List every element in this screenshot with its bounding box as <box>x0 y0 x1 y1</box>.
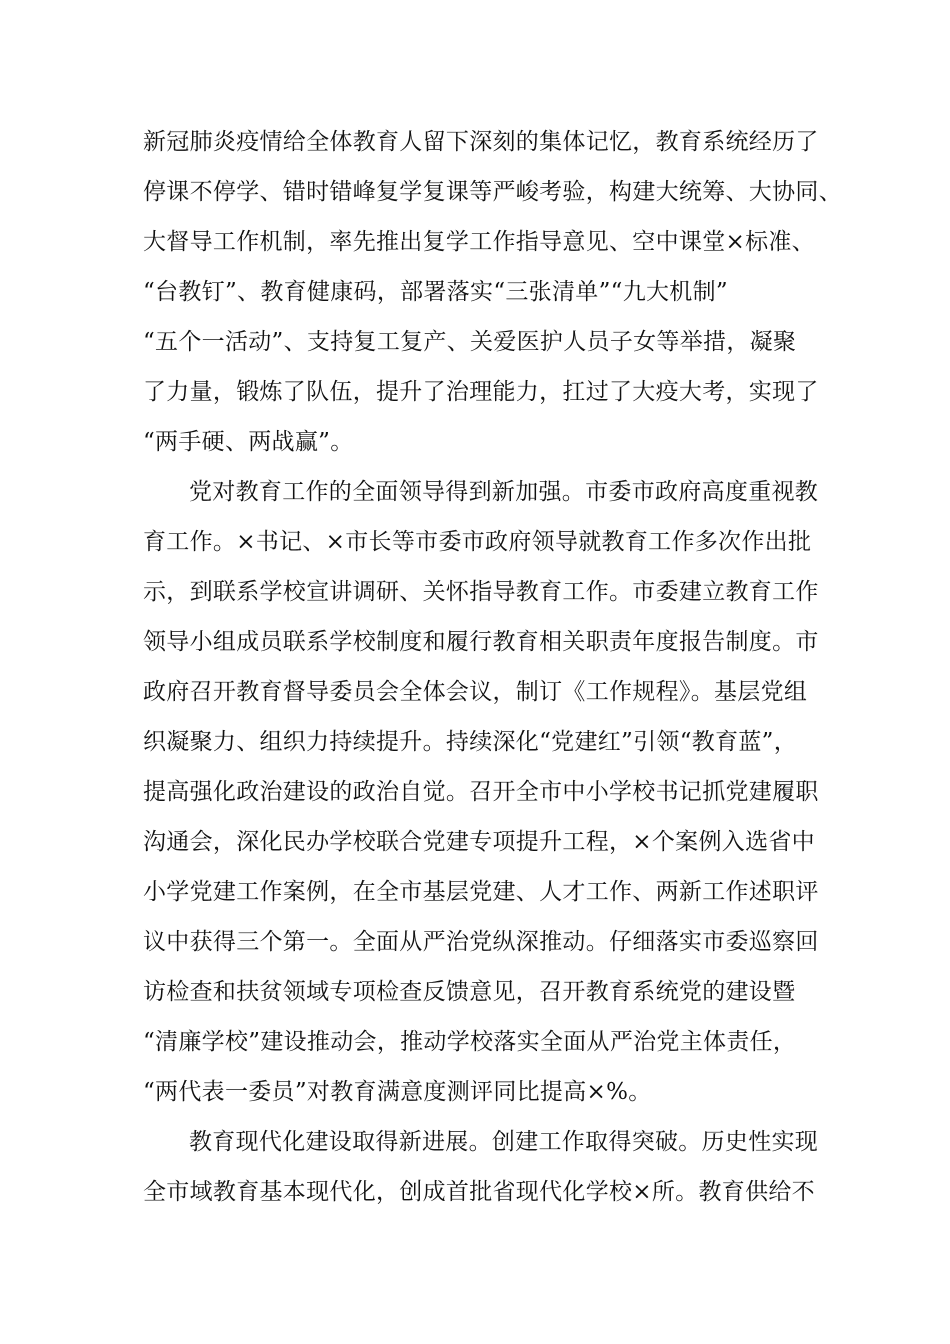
paragraph-first-line: 教育现代化建设取得新进展。创建工作取得突破。历史性实现 <box>189 1129 819 1155</box>
text-line: “台教钉”、教育健康码，部署落实“三张清单”“九大机制” <box>143 279 728 305</box>
paragraph-first-line: 党对教育工作的全面领导得到新加强。市委市政府高度重视教 <box>189 479 819 505</box>
text-line: 议中获得三个第一。全面从严治党纵深推动。仔细落实市委巡察回 <box>143 929 819 955</box>
text-line: 织凝聚力、组织力持续提升。持续深化“党建红”引领“教育蓝”， <box>143 729 798 755</box>
text-line: 全市域教育基本现代化，创成首批省现代化学校×所。教育供给不 <box>143 1179 815 1205</box>
text-line: 小学党建工作案例，在全市基层党建、人才工作、两新工作述职评 <box>143 879 819 905</box>
text-line: 了力量，锻炼了队伍，提升了治理能力，扛过了大疫大考，实现了 <box>143 379 819 405</box>
text-line: 育工作。×书记、×市长等市委市政府领导就教育工作多次作出批 <box>143 529 812 555</box>
text-line: “五个一活动”、支持复工复产、关爱医护人员子女等举措，凝聚 <box>143 329 797 355</box>
text-line: 示，到联系学校宣讲调研、关怀指导教育工作。市委建立教育工作 <box>143 579 819 605</box>
text-line: 沟通会，深化民办学校联合党建专项提升工程，×个案例入选省中 <box>143 829 815 855</box>
text-line: 提高强化政治建设的政治自觉。召开全市中小学校书记抓党建履职 <box>143 779 819 805</box>
text-line: 新冠肺炎疫情给全体教育人留下深刻的集体记忆，教育系统经历了 <box>143 129 819 155</box>
text-line: “清廉学校”建设推动会，推动学校落实全面从严治党主体责任， <box>143 1029 797 1055</box>
text-line: 大督导工作机制，率先推出复学工作指导意见、空中课堂×标准、 <box>143 229 815 255</box>
text-line: “两手硬、两战赢”。 <box>143 429 354 455</box>
text-line: “两代表一委员”对教育满意度测评同比提高×%。 <box>143 1079 652 1105</box>
text-line: 领导小组成员联系学校制度和履行教育相关职责年度报告制度。市 <box>143 629 819 655</box>
text-line: 停课不停学、错时错峰复学复课等严峻考验，构建大统筹、大协同、 <box>143 179 842 205</box>
text-line: 政府召开教育督导委员会全体会议，制订《工作规程》。基层党组 <box>143 679 808 705</box>
text-line: 访检查和扶贫领域专项检查反馈意见，召开教育系统党的建设暨 <box>143 979 796 1005</box>
